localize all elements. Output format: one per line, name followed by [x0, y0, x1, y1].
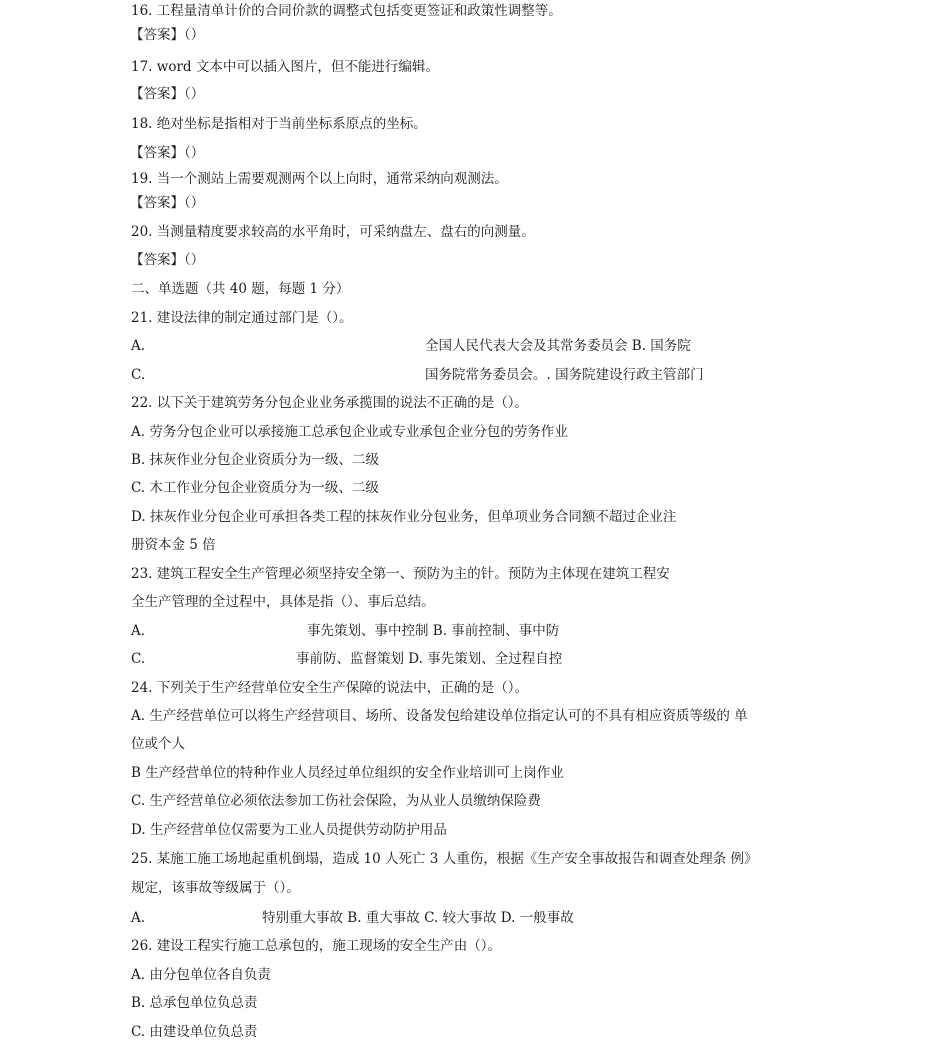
option-25-a-text: 特别重大事故 B. 重大事故 C. 较大事故 D. 一般事故 [262, 910, 574, 926]
question-25-line2: 规定，该事故等级属于（）。 [131, 880, 300, 896]
answer-20: 【答案】（） [130, 252, 205, 268]
answer-16: 【答案】（） [130, 27, 205, 43]
question-17: 17. word 文本中可以插入图片，但不能进行编辑。 [131, 59, 439, 75]
question-20: 20. 当测量精度要求较高的水平角时，可采纳盘左、盘右的向测量。 [131, 224, 535, 240]
option-21-c-label: C. [131, 367, 146, 383]
answer-18: 【答案】（） [130, 145, 205, 161]
question-23-line1: 23. 建筑工程安全生产管理必须坚持安全第一、预防为主的针。预防为主体现在建筑工程安 [131, 566, 670, 582]
option-24-a-line2: 位或个人 [131, 736, 185, 752]
option-22-c: C. 木工作业分包企业资质分为一级、二级 [131, 480, 379, 496]
question-23-line2: 全生产管理的全过程中，具体是指（）、事后总结。 [131, 594, 435, 610]
section-title: 二、单选题（共 40 题，每题 1 分） [131, 281, 350, 297]
option-25-a-label: A. [131, 910, 146, 926]
option-21-a-text: 全国人民代表大会及其常务委员会 B. 国务院 [425, 338, 691, 354]
option-24-c: C. 生产经营单位必须依法参加工伤社会保险，为从业人员缴纳保险费 [131, 793, 541, 809]
option-23-c-text: 事前防、监督策划 D. 事先策划、全过程自控 [296, 651, 563, 667]
question-25-line1: 25. 某施工施工场地起重机倒塌，造成 10 人死亡 3 人重伤，根据《生产安全事故报告和调查处理条 例》 [131, 851, 758, 867]
question-16: 16. 工程量清单计价的合同价款的调整式包括变更签证和政策性调整等。 [131, 3, 562, 19]
option-26-a: A. 由分包单位各自负责 [131, 967, 271, 983]
option-23-a-label: A. [131, 623, 146, 639]
option-26-b: B. 总承包单位负总责 [131, 995, 258, 1011]
answer-17: 【答案】（） [130, 86, 205, 102]
question-19: 19. 当一个测站上需要观测两个以上向时，通常采纳向观测法。 [131, 171, 508, 187]
question-21: 21. 建设法律的制定通过部门是（）。 [131, 310, 353, 326]
option-21-c-text: 国务院常务委员会。. 国务院建设行政主管部门 [425, 367, 704, 383]
option-26-c: C. 由建设单位负总责 [131, 1024, 258, 1040]
option-21-a-label: A. [131, 338, 146, 354]
question-24: 24. 下列关于生产经营单位安全生产保障的说法中，正确的是（）。 [131, 680, 529, 696]
option-24-a-line1: A. 生产经营单位可以将生产经营项目、场所、设备发包给建设单位指定认可的不具有相应资质等级的 单 [131, 708, 748, 724]
question-18: 18. 绝对坐标是指相对于当前坐标系原点的坐标。 [131, 116, 427, 132]
question-22: 22. 以下关于建筑劳务分包企业业务承揽围的说法不正确的是（）。 [131, 395, 529, 411]
answer-19: 【答案】（） [130, 195, 205, 211]
option-23-a-text: 事先策划、事中控制 B. 事前控制、事中防 [307, 623, 560, 639]
question-26: 26. 建设工程实行施工总承包的，施工现场的安全生产由（）。 [131, 938, 502, 954]
option-24-b: B 生产经营单位的特种作业人员经过单位组织的安全作业培训可上岗作业 [131, 765, 564, 781]
option-22-d-line2: 册资本金 5 倍 [131, 537, 216, 553]
option-22-b: B. 抹灰作业分包企业资质分为一级、二级 [131, 452, 380, 468]
option-22-a: A. 劳务分包企业可以承接施工总承包企业或专业承包企业分包的劳务作业 [131, 424, 568, 440]
option-23-c-label: C. [131, 651, 146, 667]
option-22-d-line1: D. 抹灰作业分包企业可承担各类工程的抹灰作业分包业务，但单项业务合同额不超过企业注 [131, 509, 677, 525]
option-24-d: D. 生产经营单位仅需要为工业人员提供劳动防护用品 [131, 822, 447, 838]
